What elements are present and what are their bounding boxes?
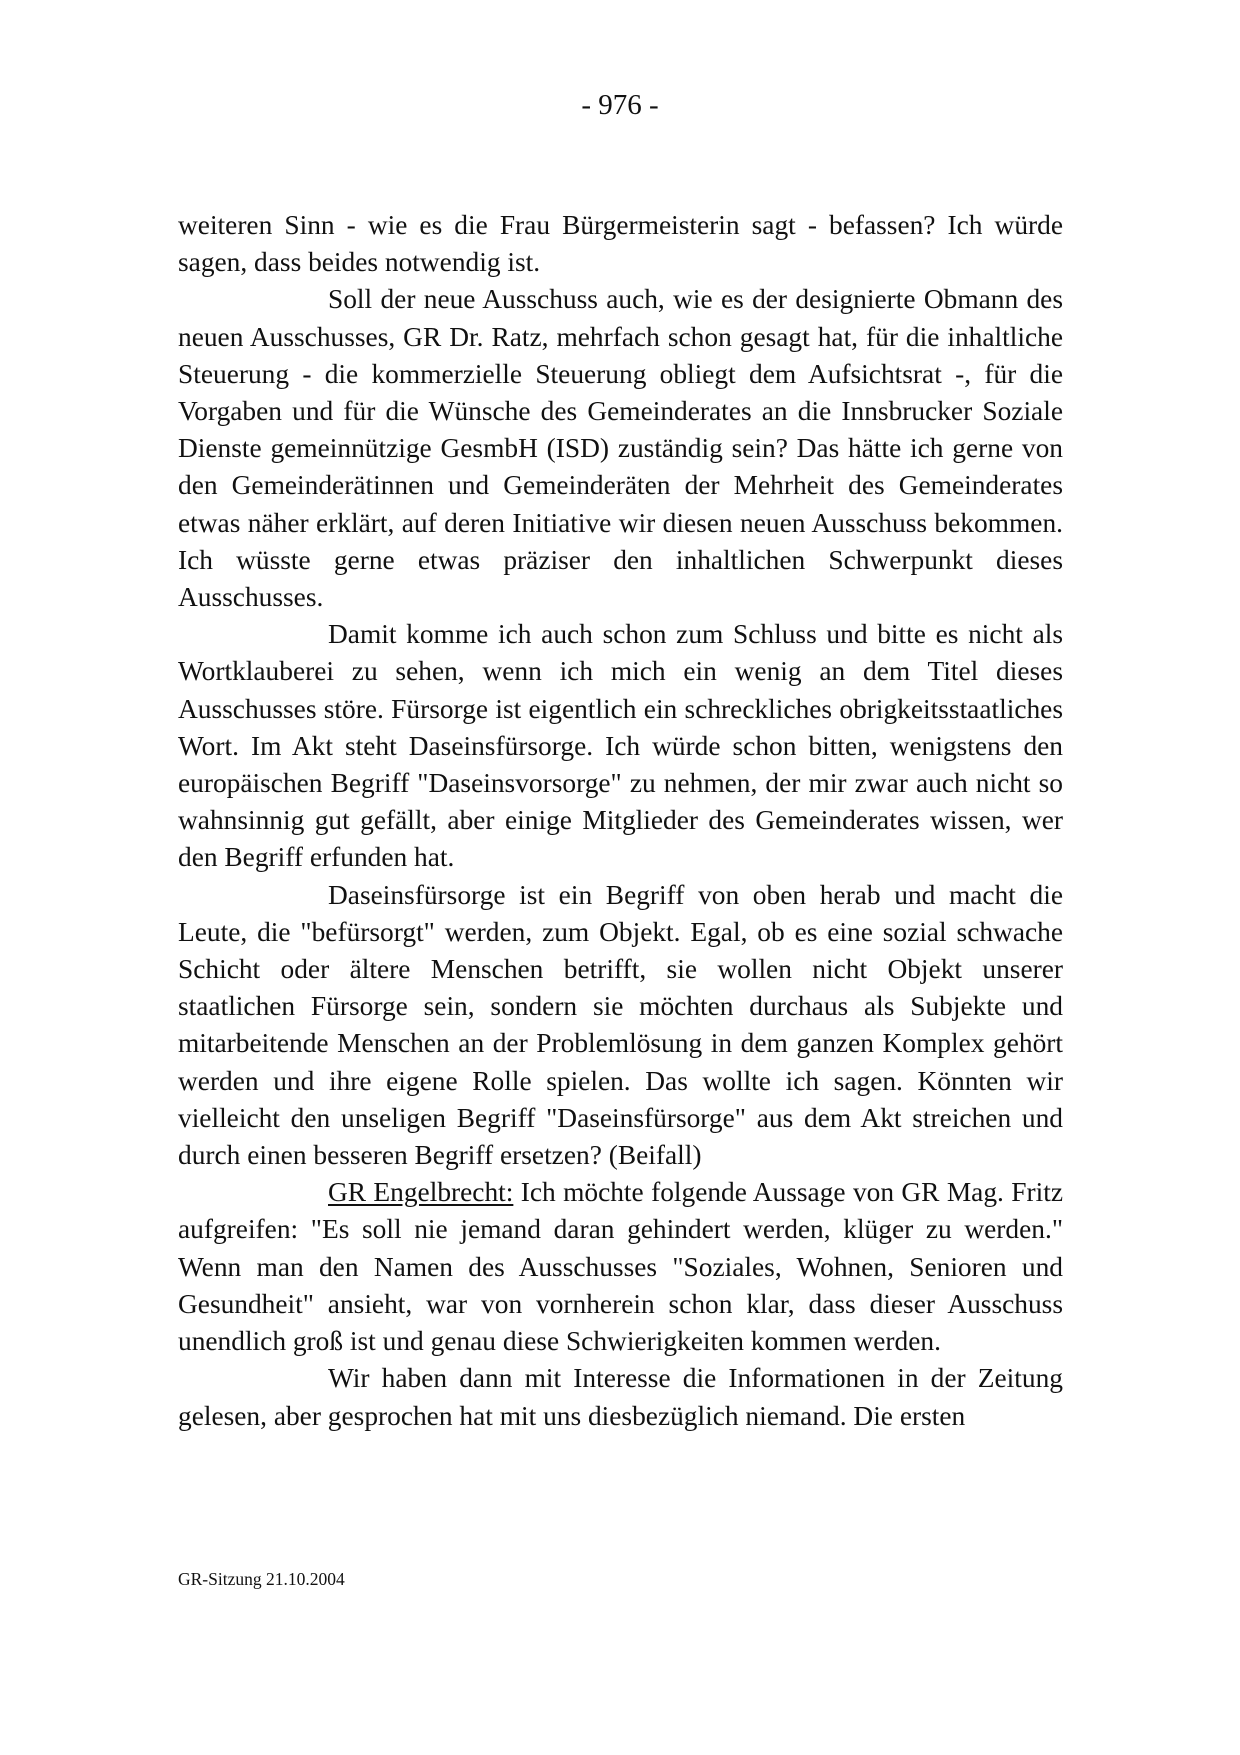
speaker-name: GR Engelbrecht: [328, 1177, 514, 1208]
paragraph-5 [178, 1174, 1063, 1360]
paragraph-3: Damit komme ich auch schon zum Schluss und bitte es nicht als Wortklauberei zu sehen, wenn ich mich ein wenig an dem Titel dieses Ausschusses störe. Fürsorge ist eigentlich ein schreckliches obrigkeitsstaatliches Wort. Im Akt steht Daseinsfürsorge. Ich würde schon bitten, wenigstens den europäischen Begriff "Daseinsvorsorge" zu nehmen, der mir zwar auch nicht so wahnsinnig gut gefällt, aber einige Mitglieder des Gemeinderates wissen, wer den Begriff erfunden hat. [178, 619, 1063, 873]
paragraph-4: Daseinsfürsorge ist ein Begriff von oben herab und macht die Leute, die "befürsorgt" werden, zum Objekt. Egal, ob es eine sozial schwache Schicht oder ältere Menschen betrifft, sie wollen nicht Objekt unserer staatlichen Fürsorge sein, sondern sie möchten durchaus als Subjekte und mitarbeitende Menschen an der Problemlösung in dem ganzen Komplex gehört werden und ihre eigene Rolle spielen. Das wollte ich sagen. Könnten wir vielleicht den unseligen Begriff "Daseinsfürsorge" aus dem Akt streichen und durch einen besseren Begriff ersetzen? (Beifall) [178, 879, 1063, 1171]
paragraph-6: Wir haben dann mit Interesse die Informationen in der Zeitung gelesen, aber gesprochen hat mit uns diesbezüglich niemand. Die ersten [178, 1363, 1063, 1431]
paragraph-5-text: Ich möchte folgende Aussage von GR Mag. Fritz aufgreifen: "Es soll nie jemand daran gehindert werden, klüger zu werden." Wenn man den Namen des Ausschusses "Soziales, Wohnen, Senioren und Gesundheit" ansieht, war von vornherein schon klar, dass dieser Ausschuss unendlich groß ist und genau diese Schwierigkeiten kommen werden. [178, 1177, 1063, 1357]
page-number: - 976 - [581, 89, 659, 121]
paragraph-1: weiteren Sinn - wie es die Frau Bürgermeisterin sagt - befassen? Ich würde sagen, dass beides notwendig ist. [178, 210, 1063, 278]
paragraph-2: Soll der neue Ausschuss auch, wie es der designierte Obmann des neuen Ausschusses, GR Dr. Ratz, mehrfach schon gesagt hat, für die inhaltliche Steuerung - die kommerzielle Steuerung obliegt dem Aufsichtsrat -, für die Vorgaben und für die Wünsche des Gemeinderates an die Innsbrucker Soziale Dienste gemeinnützige GesmbH (ISD) zuständig sein? Das hätte ich gerne von den Gemeinderätinnen und Gemeinderäten der Mehrheit des Gemeinderates etwas näher erklärt, auf deren Initiative wir diesen neuen Ausschuss bekommen. Ich wüsste gerne etwas präziser den inhaltlichen Schwerpunkt dieses Ausschusses. [178, 284, 1063, 613]
body-text [178, 207, 1063, 1435]
page-footer: GR-Sitzung 21.10.2004 [178, 1569, 345, 1589]
